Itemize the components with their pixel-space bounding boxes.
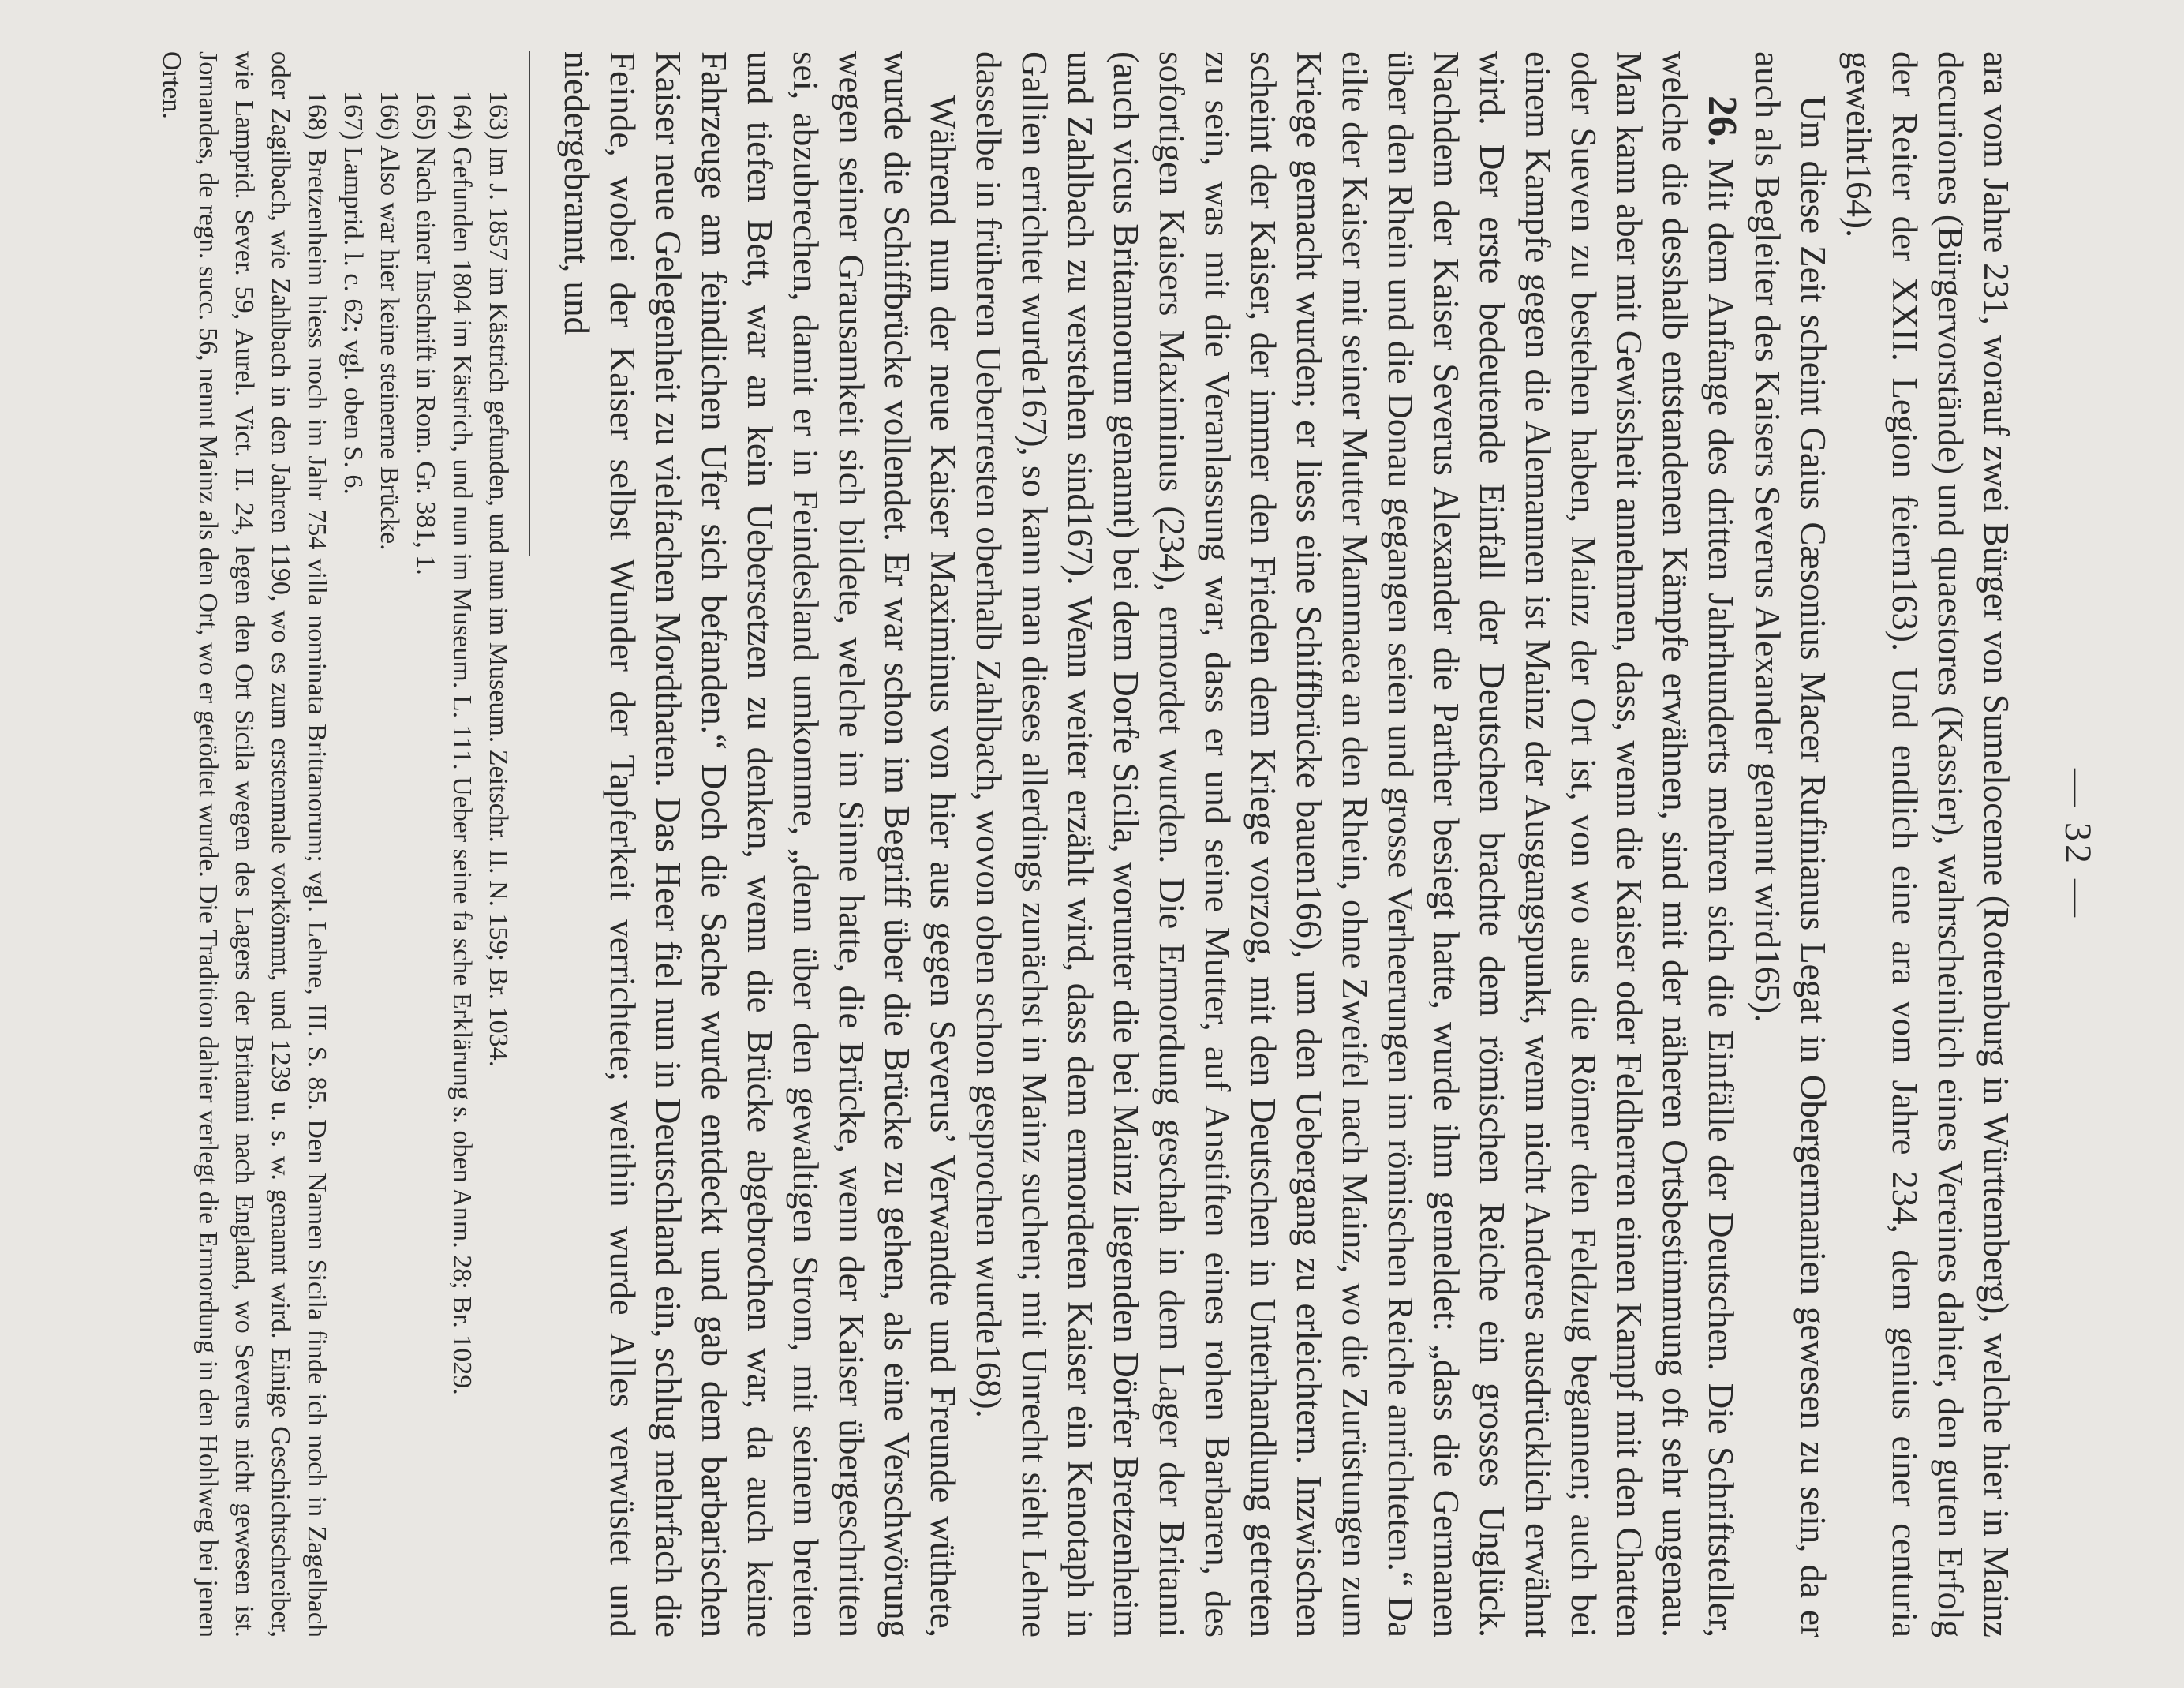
rotated-book-page	[62, 4, 2114, 1685]
paragraph-2: Um diese Zeit scheint Gaius Cæsonius Macer Rufinianus Legat in Obergermanien gewesen zu sein, da er auch als Begleiter des Kaisers Severus Alexander genannt wird165).	[1748, 51, 1833, 1637]
paragraph-3	[966, 51, 1745, 1637]
footnote-166: 166) Also war hier keine steinerne Brücke.	[375, 91, 404, 551]
footnote-164: 164) Gefunden 1804 im Kästrich, und nun im Museum. L. 111. Ueber seine fa sche Erklärung s. oben Anm. 28; Br. 1029.	[447, 91, 477, 1395]
section-number: 26.	[1700, 95, 1745, 147]
footnote-separator	[529, 51, 530, 556]
paragraph-1: ara vom Jahre 231, worauf zwei Bürger von Sumelocenne (Rottenburg in Württemberg), welche hier in Mainz decuriones (Bürgervorstände) und quaestores (Kassier), wahrscheinlich eines Vereines dahier, den guten Erfolg der Reiter der XXII. Legion feiern163). Und endlich eine ara vom Jahre 234, dem genius einer centuria geweiht164).	[1839, 51, 2016, 1637]
paragraph-3-text: Mit dem Anfange des dritten Jahrhunderts mehren sich die Einfälle der Deutschen. Die Schriftsteller, welche die desshalb entstandenen Kämpfe erwähnen, sind mit der näheren Ortsbestimmung oft sehr ungenau. Man kann aber mit Gewissheit annehmen, dass, wenn die Kaiser oder Feldherren einen Kampf mit den Chatten oder Sueven zu bestehen haben, Mainz der Ort ist, von wo aus die Römer den Feldzug begannen; auch bei einem Kampfe gegen die Alemannen ist Mainz der Ausgangspunkt, wenn nicht Anderes ausdrücklich erwähnt wird. Der erste bedeutende Einfall der Deutschen brachte dem römischen Reiche ein grosses Unglück. Nachdem der Kaiser Severus Alexander die Parther besiegt hatte, wurde ihm gemeldet: „dass die Germanen über den Rhein und die Donau gegangen seien und grosse Verheerungen im römischen Reiche anrichteten.“ Da eilte der Kaiser mit seiner Mutter Mammaea an den Rhein, ohne Zweifel nach Mainz, wo die Zurüstungen zum Kriege gemacht wurden; er liess eine Schiffbrücke bauen166), um den Uebergang zu erleichtern. Inzwischen scheint der Kaiser, der immer den Frieden dem Kriege vorzog, mit den Deutschen in Unterhandlung getreten zu sein, was mit die Veranlassung war, dass er und seine Mutter, auf Anstiften eines rohen Barbaren, des sofortigen Kaisers Maximinus (234), ermordet wurden. Die Ermordung geschah in dem Lager der Britanni (auch vicus Britannorum genannt) bei dem Dorfe Sicila, worunter die bei Mainz liegenden Dörfer Bretzenheim und Zahlbach zu verstehen sind167). Wenn weiter erzählt wird, dass dem ermordeten Kaiser ein Kenotaph in Gallien errichtet wurde167), so kann man dieses allerdings zunächst in Mainz suchen; mit Unrecht sieht Lehne dasselbe in früheren Ueberresten oberhalb Zahlbach, wovon oben schon gesprochen wurde168).	[969, 51, 1741, 1637]
footnote-167: 167) Lamprid. l. c. 62; vgl. oben S. 6.	[338, 91, 368, 495]
footnote-163: 163) Im J. 1857 im Kästrich gefunden, und nun im Museum. Zeitschr. II. N. 159; Br. 1034.	[484, 91, 513, 1068]
main-text	[153, 51, 2019, 1637]
footnote-168: 168) Bretzenheim hiess noch im Jahr 754 villa nominata Brittanorum; vgl. Lehne, III. S. 85. Den Namen Sicila finde ich noch in Zagelbach oder Zagilbach, wie Zahlbach in den Jahren 1190, wo es zum erstenmale vorkömmt, und 1239 u. s. w. genannt wird. Einige Geschichtschreiber, wie Lamprid. Sever. 59, Aurel. Vict. II. 24, legen den Ort Sicila wegen des Lagers der Britanni nach England, wo Severus nicht gewesen ist. Jornandes, de regn. succ. 56, nennt Mainz als den Ort, wo er getödtet wurde. Die Tradition dahier verlegt die Ermordung in den Hohlweg bei jenen Orten.	[157, 51, 331, 1637]
footnote-165: 165) Nach einer Inschrift in Rom. Gr. 381, 1.	[411, 91, 440, 575]
footnotes	[153, 51, 516, 1637]
paragraph-4: Während nun der neue Kaiser Maximinus von hier aus gegen Severus’ Verwandte und Freunde wüthete, wurde die Schiffbrücke vollendet. Er war schon im Begriff über die Brücke zu gehen, als eine Verschwörung wegen seiner Grausamkeit sich bildete, welche im Sinne hatte, die Brücke, wenn der Kaiser übergeschritten sei, abzubrechen, damit er in Feindesland umkomme, „denn über den gewaltigen Strom, mit seinem breiten und tiefen Bett, war an kein Uebersetzen zu denken, wenn die Brücke abgebrochen war, da auch keine Fahrzeuge am feindlichen Ufer sich befanden.“ Doch die Sache wurde entdeckt und gab dem barbarischen Kaiser neue Gelegenheit zu vielfachen Mordthaten. Das Heer fiel nun in Deutschland ein, schlug mehrfach die Feinde, wobei der Kaiser selbst Wunder der Tapferkeit verrichtete; weithin wurde Alles verwüstet und niedergebrannt, und	[557, 51, 963, 1637]
page-number: — 32 —	[2057, 769, 2099, 920]
